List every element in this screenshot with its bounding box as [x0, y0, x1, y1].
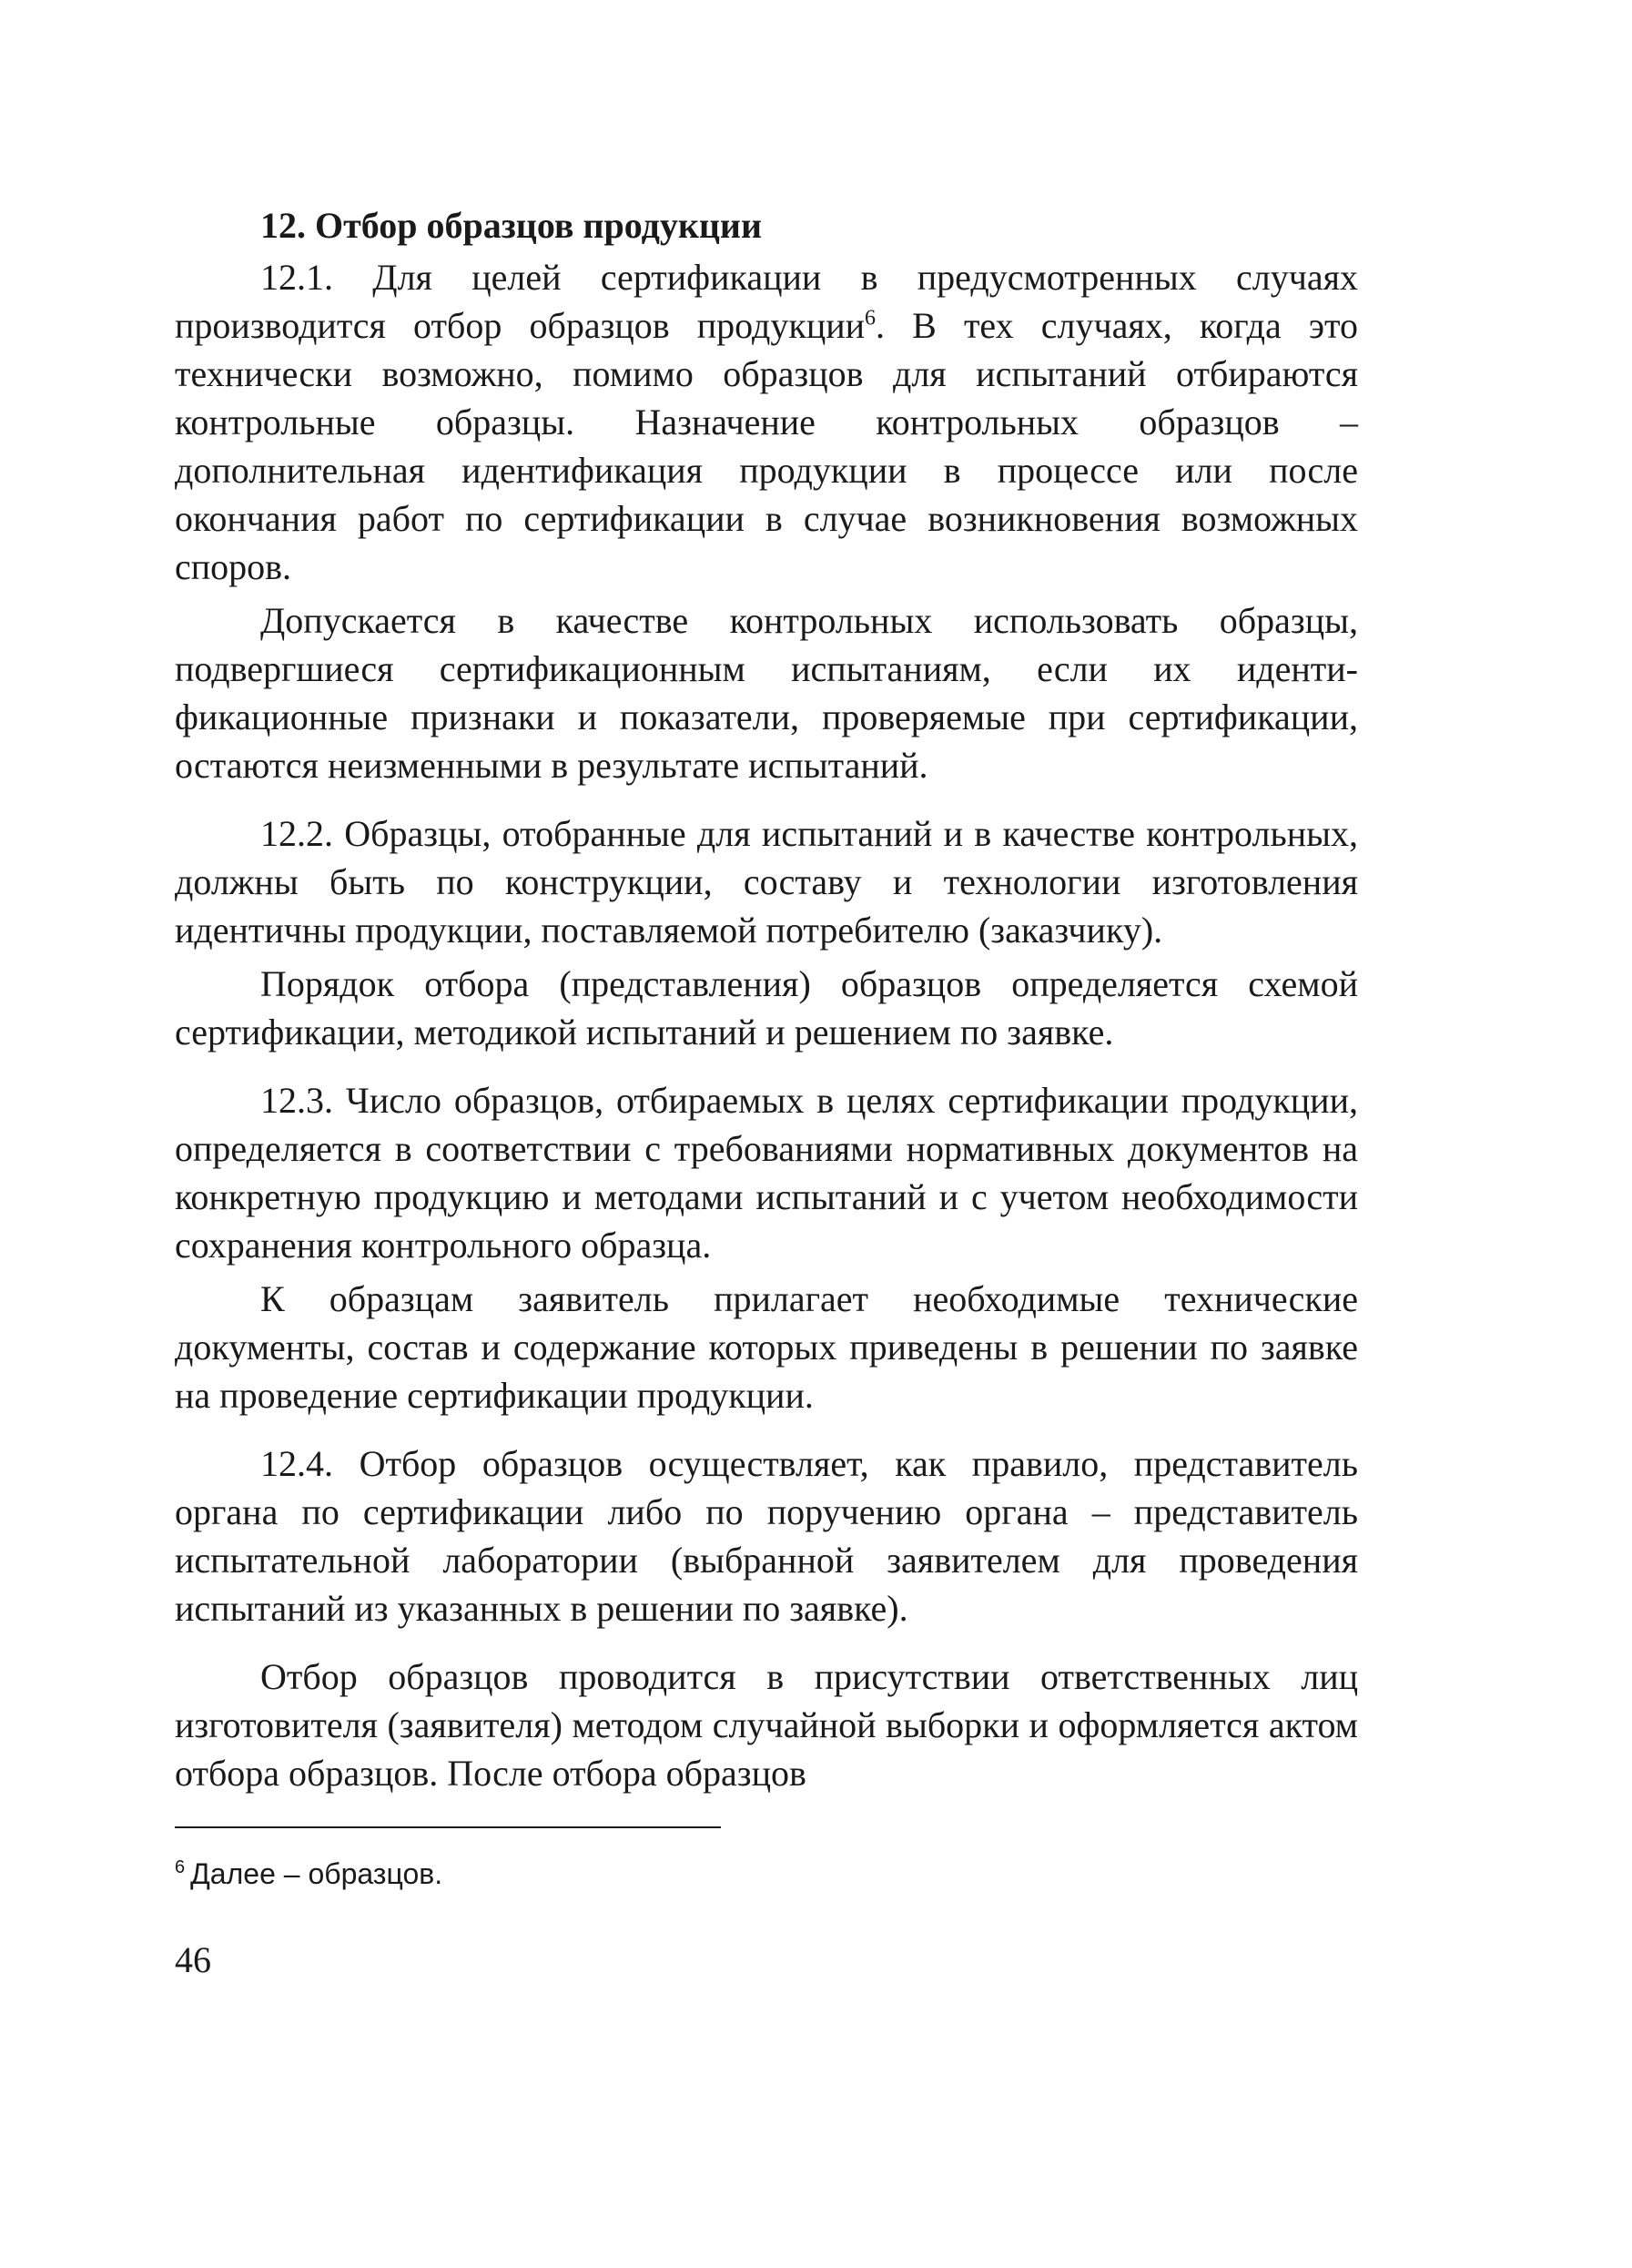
footnote-text: Далее – образцов. — [190, 1857, 443, 1890]
paragraph-12-4: 12.4. Отбор образцов осуществляет, как правило, представитель органа по сертификации либо по поручению органа – представитель испытательной лаборатории (выбранной заявителем для проведения испытаний из указанных в решении по заявке). — [175, 1443, 1358, 1629]
paragraph-control-samples: Допускается в качестве контрольных использовать образцы, подвергшиеся сертификационным испытаниям, если их идентификационные признаки и показатели, проверяемые при сертификации, остаются неизменными в результате испытаний. — [175, 600, 1358, 786]
page-body — [175, 202, 1358, 1817]
footnote-divider — [175, 1826, 721, 1828]
footnote-mark: 6 — [175, 1857, 186, 1878]
paragraph-12-1 — [175, 253, 1358, 591]
paragraph-12-3: 12.3. Число образцов, отбираемых в целях сертификации продукции, определяется в соответствии с требованиями нормативных документов на конкретную продукцию и методами испытаний и с учетом необходимости сохранения контрольного образца. — [175, 1080, 1358, 1266]
footnote — [175, 1856, 442, 1892]
page-number: 46 — [175, 1939, 211, 1980]
paragraph-12-2: 12.2. Образцы, отобранные для испытаний и в качестве контрольных, должны быть по конструкции, составу и технологии изготовления идентичны продукции, поставляемой потребителю (заказчику). — [175, 813, 1358, 951]
paragraph-sampling-procedure: Отбор образцов проводится в присутствии ответственных лиц изготовителя (заявителя) методом случайной выборки и оформляется актом отбора образцов. После отбора образцов — [175, 1656, 1358, 1794]
paragraph-12-1-text: 12.1. Для целей сертификации в предусмотренных случаях производится отбор образцов продукции — [175, 257, 1358, 346]
footnote-reference[interactable]: 6 — [865, 306, 877, 331]
paragraph-12-1-text-cont: . В тех случаях, когда это технически возможно, помимо образцов для испытаний отбираются контрольные образцы. Назначение контрольных образцов – дополнительная идентификация продукции в процессе или после окончания работ по сертификации в случае возникновения возможных споров. — [175, 305, 1358, 587]
paragraph-sampling-order: Порядок отбора (представления) образцов определяется схемой сертификации, методикой испытаний и решением по заявке. — [175, 963, 1358, 1053]
section-title: 12. Отбор образцов продукции — [260, 205, 763, 246]
paragraph-documents: К образцам заявитель прилагает необходимые технические документы, состав и содержание которых приведены в решении по заявке на проведение сертификации продукции. — [175, 1278, 1358, 1416]
